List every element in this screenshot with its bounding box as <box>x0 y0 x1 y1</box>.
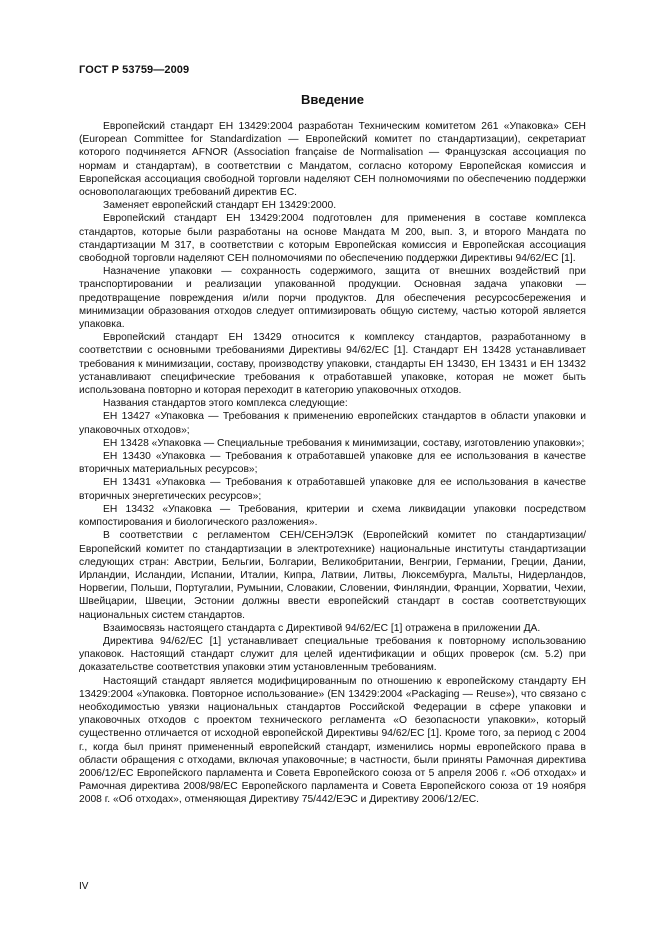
page-number: IV <box>79 881 89 892</box>
paragraph: Директива 94/62/ЕС [1] устанавливает специальные требования к повторному использованию упаковок. Настоящий стандарт служит для целей идентификации и общих проверок (см. 5.2) при доказательстве соответствия упаковки этим установленным требованиям. <box>79 635 586 674</box>
paragraph: Заменяет европейский стандарт ЕН 13429:2000. <box>103 200 337 212</box>
paragraph: В соответствии с регламентом СЕН/СЕНЭЛЭК (Европейский комитет по стандартизации/Европейский комитет по стандартизации в электротехнике) национальные институты стандартизации следующих стран: Австрии, Бельгии, Болгарии, Великобритании, Венгрии, Германии, Греции, Дании, Ирландии, Исландии, Испании, Италии, Кипра, Латвии, Литвы, Люксембурга, Мальты, Нидерландов, Норвегии, Польши, Португалии, Румынии, Словакии, Словении, Финляндии, Франции, Хорватии, Чехии, Швейцарии, Швеции, Эстонии должны ввести европейский стандарт в состав соответствующих национальных систем стандартов. <box>79 530 586 621</box>
body-text <box>79 120 586 807</box>
paragraph: Европейский стандарт ЕН 13429 относится к комплексу стандартов, разработанному в соответствии с основными требованиями Директивы 94/62/ЕС [1]. Стандарт ЕН 13428 устанавливает требования к минимизации, составу, производству упаковки, стандарты ЕН 13430, ЕН 13431 и ЕН 13432 устанавливают специфические требования к отработавшей упаковке, которая не может быть использована повторно и которая переходит в категорию упаковочных отходов. <box>79 332 586 397</box>
paragraph: Названия стандартов этого комплекса следующие: <box>103 398 348 410</box>
list-item: ЕН 13430 «Упаковка — Требования к отработавшей упаковке для ее использования в качестве вторичных материальных ресурсов»; <box>79 451 586 476</box>
paragraph: Настоящий стандарт является модифицированным по отношению к европейскому стандарту ЕН 13429:2004 «Упаковка. Повторное использование» (EN 13429:2004 «Packaging — Reuse»), что связано с необходимостью увязки национальных стандартов Российской Федерации в сфере упаковки и упаковочных отходов с проектом технического регламента «О безопасности упаковки», который существенно отличается от исходной европейской Директивы 94/62/ЕС [1]. Кроме того, за период с 2004 г., когда был принят примененный европейский стандарт, изменились нормы европейского права в области обращения с отходами, включая упаковочные; в частности, были приняты Рамочная директива 2006/12/ЕС Европейского парламента и Совета Европейского союза от 5 апреля 2006 г. «Об отходах» и Рамочная директива 2008/98/ЕС Европейского парламента и Совета Европейского союза от 19 ноября 2008 г. «Об отходах», отменяющая Директиву 75/442/ЕЭС и Директиву 2006/12/ЕС. <box>79 675 586 806</box>
paragraph: Европейский стандарт ЕН 13429:2004 разработан Техническим комитетом 261 «Упаковка» СЕН (European Committee for Standardization — Европейский комитет по стандартизации), секретариат которого подчиняется AFNOR (Association française de Normalisation — Французская ассоциация по нормам и стандартам), в соответствии с Мандатом, согласно которому Европейская комиссия и Европейская ассоциация свободной торговли наделяют СЕН полномочиями по обеспечению поддержки основополагающих требований директив ЕС. <box>79 121 586 199</box>
paragraph: Назначение упаковки — сохранность содержимого, защита от внешних воздействий при транспортировании и реализации упакованной продукции. Основная задача упаковки — предотвращение повреждения и/или порчи продуктов. Для обеспечения ресурсосбережения и минимизации образования отходов следует оптимизировать общую систему, частью которой является упаковка. <box>79 266 586 331</box>
paragraph: Европейский стандарт ЕН 13429:2004 подготовлен для применения в составе комплекса стандартов, которые были разработаны на основе Мандата М 200, вып. 3, и второго Мандата по стандартизации М 317, в соответствии с которым Европейская комиссия и Европейская ассоциация свободной торговли наделяют СЕН полномочиями по обеспечению поддержки Директивы 94/62/ЕС [1]. <box>79 213 586 265</box>
list-item: ЕН 13428 «Упаковка — Специальные требования к минимизации, составу, изготовлению упаковки»; <box>103 437 585 449</box>
paragraph: Взаимосвязь настоящего стандарта с Директивой 94/62/ЕС [1] отражена в приложении ДА. <box>103 622 541 634</box>
document-header: ГОСТ Р 53759—2009 <box>79 64 190 76</box>
list-item: ЕН 13431 «Упаковка — Требования к отработавшей упаковке для ее использования в качестве вторичных энергетических ресурсов»; <box>79 477 586 502</box>
list-item: ЕН 13427 «Упаковка — Требования к применению европейских стандартов в области упаковки и упаковочных отходов»; <box>79 411 586 436</box>
list-item: ЕН 13432 «Упаковка — Требования, критерии и схема ликвидации упаковки посредством компостирования и биологического разложения». <box>79 503 586 529</box>
section-title: Введение <box>301 92 364 107</box>
